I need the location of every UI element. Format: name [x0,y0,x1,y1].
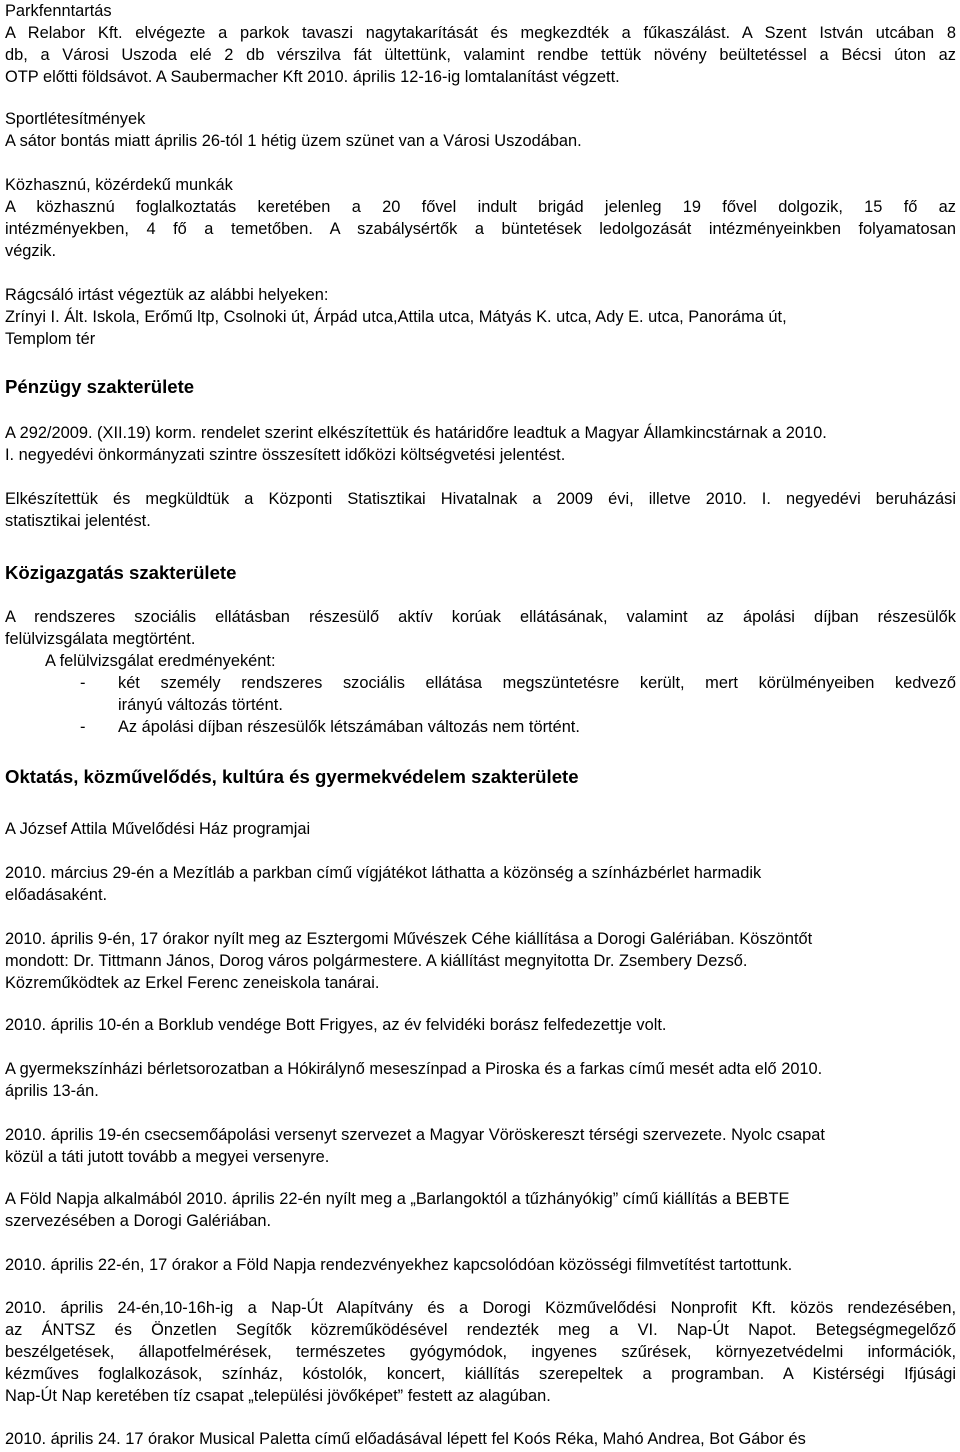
parks-heading: Parkfenntartás [5,2,112,20]
event-line: az ÁNTSZ és Önzetlen Segítők közreműködésével rendezték meg a VI. Nap-Út Napot. Betegségmegelőző [5,1321,956,1339]
admin-paragraph [5,606,956,650]
event-paragraph [5,1188,956,1232]
admin-heading: Közigazgatás szakterülete [5,562,237,583]
event-line: Közreműködtek az Erkel Ferenc zeneiskola tanárai. [5,974,380,992]
event-paragraph [5,1124,956,1168]
event-line: előadásaként. [5,886,108,904]
event-line: A Föld Napja alkalmából 2010. április 22-én nyílt meg a „Barlangoktól a tűzhányókig” című kiállítás a BEBTE [5,1190,790,1208]
rodent-line: Zrínyi I. Ált. Iskola, Erőmű ltp, Csolnoki út, Árpád utca,Attila utca, Mátyás K. utca, Ady E. utca, Panoráma út, [5,308,787,326]
event-paragraph: 2010. április 22-én, 17 órakor a Föld Napja rendezvényekhez kapcsolódóan közösségi filmvetítést tartottunk. [5,1256,793,1274]
finance-line: I. negyedévi önkormányzati szintre összesített időközi költségvetési jelentést. [5,446,566,464]
event-paragraph: 2010. április 24. 17 órakor Musical Paletta című előadásával lépett fel Koós Réka, Mahó Andrea, Bot Gábor és [5,1430,806,1448]
event-line: Nap-Út Nap keretében tíz csapat „települési jövőképet” festett az alagúban. [5,1387,551,1405]
event-line: 2010. április 9-én, 17 órakor nyílt meg az Esztergomi Művészek Céhe kiállítása a Dorogi Galériában. Köszöntőt [5,930,813,948]
parks-section [5,0,956,88]
sports-section [5,108,956,152]
culture-subheading: A József Attila Művelődési Ház programjai [5,820,311,838]
sports-text: A sátor bontás miatt április 26-tól 1 hétig üzem szünet van a Városi Uszodában. [5,132,582,150]
event-line: szervezésében a Dorogi Galériában. [5,1212,272,1230]
bullet-item [118,672,956,716]
event-line: 2010. március 29-én a Mezítláb a parkban című vígjátékot láthatta a közönség a színházbérlet harmadik [5,864,762,882]
event-line: kézműves foglalkozások, színház, kóstolók, koncert, kiállítás szerepeltek a programban. A Kistérségi Ifjúsági [5,1365,956,1383]
parks-line: db, a Városi Uszoda elé 2 db vérszilva fát ültettünk, valamint rendbe tettük növény beültetéssel a Bécsi úton az [5,46,956,64]
event-line: 2010. április 19-én csecsemőápolási versenyt szervezet a Magyar Vöröskereszt térségi szervezete. Nyolc csapat [5,1126,825,1144]
public-work-section [5,174,956,262]
bullet-line: irányú változás történt. [118,696,283,714]
bullet-line: két személy rendszeres szociális ellátása megszüntetésre került, mert körülményeiben kedvező [118,674,956,692]
admin-line: felülvizsgálata megtörtént. [5,630,196,648]
culture-heading: Oktatás, közművelődés, kultúra és gyermekvédelem szakterülete [5,766,579,787]
finance-line: Elkészítettük és megküldtük a Központi Statisztikai Hivatalnak a 2009 évi, illetve 2010. I. negyedévi beruházási [5,490,956,508]
event-paragraph [5,1297,956,1407]
admin-line: A rendszeres szociális ellátásban részesülő aktív korúak ellátásának, valamint az ápolási díjban részesülők [5,608,956,626]
parks-line: OTP előtti földsávot. A Saubermacher Kft 2010. április 12-16-ig lomtalanítást végzett. [5,68,620,86]
event-paragraph [5,928,956,994]
event-paragraph [5,1058,956,1102]
finance-paragraph-1 [5,422,956,466]
event-line: beszélgetések, állapotfelmérések, természetes gyógymódok, ingyenes szűrések, környezetvédelmi információk, [5,1343,956,1361]
event-line: 2010. április 24-én,10-16h-ig a Nap-Út Alapítvány és a Dorogi Közművelődési Nonprofit Kft. közös rendezésében, [5,1299,956,1317]
finance-line: A 292/2009. (XII.19) korm. rendelet szerint elkészítettük és határidőre leadtuk a Magyar Államkincstárnak a 2010. [5,424,827,442]
public-work-line: A közhasznú foglalkoztatás keretében a 20 fővel indult brigád jelenleg 19 fővel dolgozik, 15 fő az [5,198,956,216]
bullet-item: Az ápolási díjban részesülők létszámában változás nem történt. [118,718,580,736]
event-line: április 13-án. [5,1082,99,1100]
event-paragraph: 2010. április 10-én a Borklub vendége Bott Frigyes, az év felvidéki borász felfedezettje volt. [5,1016,667,1034]
admin-results-label: A felülvizsgálat eredményeként: [45,652,276,670]
event-line: A gyermekszínházi bérletsorozatban a Hókirálynő meseszínpad a Piroska és a farkas című mesét adta elő 2010. [5,1060,823,1078]
rodent-section [5,284,956,350]
event-line: közül a táti jutott tovább a megyei versenyre. [5,1148,330,1166]
public-work-line: intézményekben, 4 fő a temetőben. A szabálysértők a büntetések ledolgozását intézményeinkben folyamatosan [5,220,956,238]
parks-line: A Relabor Kft. elvégezte a parkok tavaszi nagytakarítását és megkezdték a fűkaszálást. A Szent István utcában 8 [5,24,956,42]
rodent-line: Templom tér [5,330,96,348]
finance-paragraph-2 [5,488,956,532]
event-line: mondott: Dr. Tittmann János, Dorog város polgármestere. A kiállítást megnyitotta Dr. Zsembery Dezső. [5,952,748,970]
rodent-heading: Rágcsáló irtást végeztük az alábbi helyeken: [5,286,329,304]
bullet-dash: - [80,674,86,692]
public-work-line: végzik. [5,242,57,260]
finance-line: statisztikai jelentést. [5,512,151,530]
bullet-dash: - [80,718,86,736]
event-paragraph [5,862,956,906]
public-work-heading: Közhasznú, közérdekű munkák [5,176,233,194]
finance-heading: Pénzügy szakterülete [5,376,195,397]
sports-heading: Sportlétesítmények [5,110,146,128]
